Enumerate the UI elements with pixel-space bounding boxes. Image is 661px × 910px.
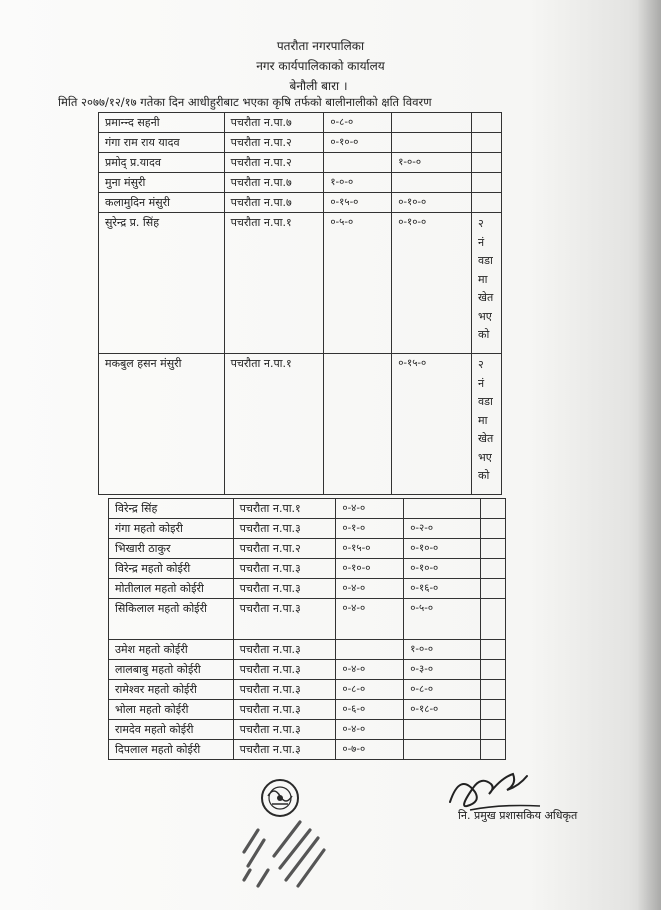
remarks-cell [472, 193, 502, 213]
area-col-a-cell: ०-१५-० [336, 539, 404, 559]
remark-word: मा [478, 272, 488, 286]
address-cell: पचरौता न.पा.३ [233, 700, 336, 720]
area-col-a-cell: ०-१-० [336, 519, 404, 539]
farmer-name-cell: प्रमान्न्द सहनी [99, 113, 225, 133]
area-col-b-cell [404, 499, 481, 519]
address-cell: पचरौता न.पा.३ [233, 519, 336, 539]
damage-table-bottom-body [109, 499, 506, 760]
remark-word: को [478, 328, 490, 341]
table-row [109, 740, 506, 760]
address-cell: पचरौता न.पा.२ [224, 153, 324, 173]
area-col-a-cell [336, 640, 404, 660]
area-col-b-cell: ०-१०-० [404, 539, 481, 559]
farmer-name-cell: विरेन्द्र महतो कोईरी [109, 559, 234, 579]
table-row [109, 539, 506, 559]
remarks-cell [472, 213, 502, 354]
remarks-cell [472, 153, 502, 173]
farmer-name-cell: कलामुदिन मंसुरी [99, 193, 225, 213]
remarks-cell [481, 720, 506, 740]
area-col-a-cell: १-०-० [324, 173, 392, 193]
table-row [99, 133, 502, 153]
area-col-a-cell: ०-७-० [336, 740, 404, 760]
address-cell: पचरौता न.पा.७ [224, 113, 324, 133]
damage-table-top [98, 112, 502, 495]
remarks-cell [472, 173, 502, 193]
remarks-cell [472, 133, 502, 153]
area-col-a-cell: ०-४-० [336, 579, 404, 599]
remark-word: भए [478, 309, 492, 323]
remark-word: मा [478, 413, 488, 427]
area-col-a-cell: ०-१०-० [324, 133, 392, 153]
remarks-cell [472, 354, 502, 495]
area-col-b-cell: ०-८-० [404, 680, 481, 700]
table-row [99, 193, 502, 213]
address-cell: पचरौता न.पा.३ [233, 660, 336, 680]
address-cell: पचरौता न.पा.७ [224, 193, 324, 213]
remark-word: नं [478, 235, 485, 249]
area-col-b-cell [404, 740, 481, 760]
area-col-b-cell: ०-१०-० [404, 559, 481, 579]
header-municipality: पतरौता नगरपालिका [276, 39, 365, 53]
farmer-name-cell: लालबाबु महतो कोईरी [109, 660, 234, 680]
remarks-cell [481, 559, 506, 579]
farmer-name-cell: प्रमोद् प्र.यादव [99, 153, 225, 173]
remark-word: खेत [478, 291, 494, 304]
remarks-cell [481, 700, 506, 720]
page-edge-shadow [637, 0, 661, 910]
table-row [99, 173, 502, 193]
area-col-b-cell [404, 720, 481, 740]
farmer-name-cell: भोला महतो कोईरी [109, 700, 234, 720]
area-col-a-cell: ०-१५-० [324, 193, 392, 213]
area-col-a-cell: ०-४-० [336, 720, 404, 740]
damage-table-top-body [99, 113, 502, 495]
remark-word: को [478, 469, 490, 482]
area-col-b-cell [392, 133, 472, 153]
address-cell: पचरौता न.पा.३ [233, 579, 336, 599]
header-office: नगर कार्यपालिकाको कार्यालय [256, 59, 385, 73]
remark-word: भए [478, 450, 492, 464]
table-row [99, 213, 502, 354]
remarks-cell [472, 113, 502, 133]
remark-word: नं [478, 376, 485, 390]
remark-word: खेत [478, 432, 494, 445]
farmer-name-cell: गंगा महतो कोइरी [109, 519, 234, 539]
area-col-b-cell: ०-१०-० [392, 193, 472, 213]
farmer-name-cell: रामेश्वर महतो कोईरी [109, 680, 234, 700]
area-col-b-cell: १-०-० [404, 640, 481, 660]
area-col-b-cell: ०-२-० [404, 519, 481, 539]
remark-word: वडा [478, 395, 493, 408]
table-row [109, 599, 506, 640]
area-col-a-cell: ०-६-० [336, 700, 404, 720]
table-row [109, 720, 506, 740]
area-col-b-cell: ०-१०-० [392, 213, 472, 354]
address-cell: पचरौता न.पा.३ [233, 559, 336, 579]
area-col-a-cell: ०-१०-० [336, 559, 404, 579]
area-col-b-cell: ०-५-० [404, 599, 481, 640]
remarks-cell [481, 519, 506, 539]
table-row [99, 153, 502, 173]
area-col-b-cell: ०-१६-० [404, 579, 481, 599]
area-col-b-cell [392, 113, 472, 133]
area-col-b-cell: ०-१८-० [404, 700, 481, 720]
farmer-name-cell: उमेश महतो कोईरी [109, 640, 234, 660]
remarks-cell [481, 740, 506, 760]
area-col-a-cell: ०-८-० [324, 113, 392, 133]
farmer-name-cell: भिखारी ठाकुर [109, 539, 234, 559]
area-col-a-cell: ०-८-० [336, 680, 404, 700]
area-col-a-cell [324, 153, 392, 173]
table-caption: मिति २०७७/१२/१७ गतेका दिन आधीहुरीबाट भएका कृषि तर्फको बालीनालीको क्षति विवरण [58, 95, 432, 109]
farmer-name-cell: मोतीलाल महतो कोईरी [109, 579, 234, 599]
farmer-name-cell: सिकिलाल महतो कोईरी [109, 599, 234, 640]
area-col-a-cell [324, 354, 392, 495]
area-col-a-cell: ०-५-० [324, 213, 392, 354]
farmer-name-cell: मकबुल हसन मंसुरी [99, 354, 225, 495]
signature-designation: नि. प्रमुख प्रशासकिय अधिकृत [458, 809, 578, 822]
remarks-cell [481, 640, 506, 660]
remarks-cell [481, 499, 506, 519]
farmer-name-cell: गंगा राम राय यादव [99, 133, 225, 153]
remarks-cell [481, 680, 506, 700]
table-row [109, 680, 506, 700]
address-cell: पचरौता न.पा.३ [233, 740, 336, 760]
farmer-name-cell: दिपलाल महतो कोईरी [109, 740, 234, 760]
area-col-a-cell: ०-४-० [336, 499, 404, 519]
farmer-name-cell: सुरेन्द्र प्र. सिंह [99, 213, 225, 354]
remarks-cell [481, 579, 506, 599]
area-col-b-cell [392, 173, 472, 193]
table-row [109, 519, 506, 539]
municipality-seal [238, 770, 342, 900]
table-row [109, 499, 506, 519]
address-cell: पचरौता न.पा.३ [233, 720, 336, 740]
table-row [109, 660, 506, 680]
table-row [109, 579, 506, 599]
header-location: बेनौली बारा । [289, 79, 348, 93]
remark-word: २ [478, 358, 484, 371]
area-col-a-cell: ०-४-० [336, 660, 404, 680]
table-row [99, 354, 502, 495]
farmer-name-cell: मुना मंसुरी [99, 173, 225, 193]
damage-table-bottom [108, 498, 506, 760]
address-cell: पचरौता न.पा.३ [233, 680, 336, 700]
remark-word: वडा [478, 254, 493, 267]
table-row [99, 113, 502, 133]
address-cell: पचरौता न.पा.३ [233, 599, 336, 640]
farmer-name-cell: रामदेव महतो कोईरी [109, 720, 234, 740]
table-row [109, 700, 506, 720]
farmer-name-cell: विरेन्द्र सिंह [109, 499, 234, 519]
table-row [109, 559, 506, 579]
address-cell: पचरौता न.पा.१ [224, 354, 324, 495]
area-col-b-cell: ०-१५-० [392, 354, 472, 495]
address-cell: पचरौता न.पा.२ [224, 133, 324, 153]
address-cell: पचरौता न.पा.३ [233, 640, 336, 660]
remark-word: २ [478, 217, 484, 230]
area-col-b-cell: १-०-० [392, 153, 472, 173]
address-cell: पचरौता न.पा.७ [224, 173, 324, 193]
remarks-cell [481, 539, 506, 559]
address-cell: पचरौता न.पा.२ [233, 539, 336, 559]
table-row [109, 640, 506, 660]
address-cell: पचरौता न.पा.१ [224, 213, 324, 354]
area-col-b-cell: ०-३-० [404, 660, 481, 680]
remarks-cell [481, 660, 506, 680]
address-cell: पचरौता न.पा.१ [233, 499, 336, 519]
area-col-a-cell: ०-४-० [336, 599, 404, 640]
remarks-cell [481, 599, 506, 640]
